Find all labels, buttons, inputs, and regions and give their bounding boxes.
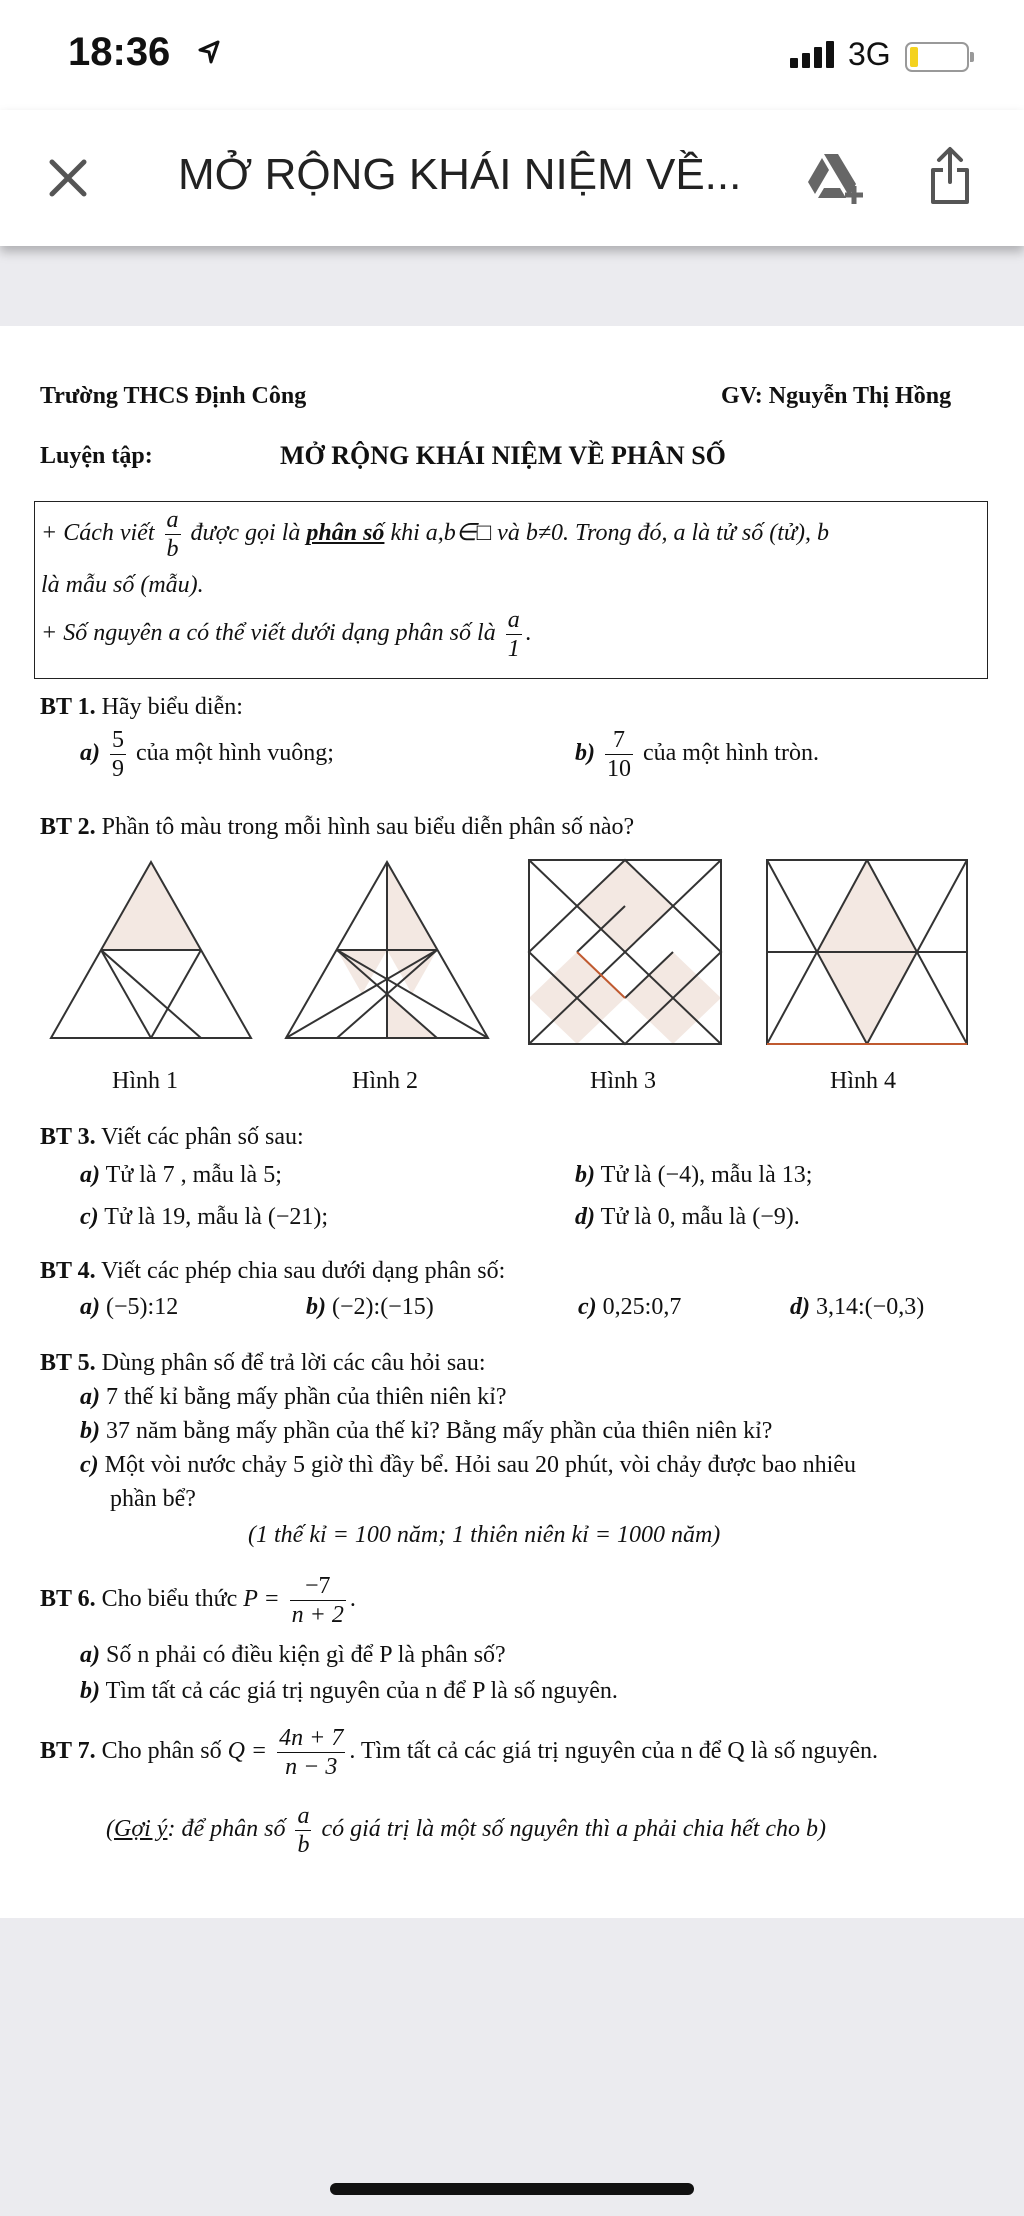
bt4-a: a) (−5):12: [80, 1294, 179, 1320]
document-title: MỞ RỘNG KHÁI NIỆM VỀ...: [178, 150, 742, 199]
theory-box: [34, 501, 988, 679]
theory-line-3: + Số nguyên a có thể viết dưới dạng phân số là $\frac{a}{1}$ .: [41, 607, 532, 662]
theory-line-1: + Cách viết $\frac{a}{b}$ được gọi là phân số khi a,b∈□ và b≠0. Trong đó, a là tử số (tử), b: [41, 507, 829, 562]
document-page: [0, 326, 1024, 1918]
school-name: Trường THCS Định Công: [40, 383, 307, 409]
status-bar: [0, 0, 1024, 110]
bt4-title: BT 4. Viết các phép chia sau dưới dạng phân số:: [40, 1258, 506, 1284]
bt3-d: d) Tử là 0, mẫu là (−9).: [575, 1204, 800, 1230]
network-type: 3G: [848, 36, 891, 72]
figure-4: [764, 856, 970, 1048]
bt4-c: c) 0,25:0,7: [578, 1294, 682, 1320]
page-heading: MỞ RỘNG KHÁI NIỆM VỀ PHÂN SỐ: [280, 441, 726, 470]
figure-1-caption: Hình 1: [112, 1068, 178, 1094]
cellular-signal-icon: [790, 40, 840, 70]
bt4-d: d) 3,14:(−0,3): [790, 1294, 925, 1320]
location-arrow-icon: [198, 40, 220, 64]
teacher-name: GV: Nguyễn Thị Hồng: [721, 383, 952, 409]
share-icon[interactable]: [930, 146, 970, 206]
close-icon[interactable]: [44, 154, 92, 202]
figure-3-caption: Hình 3: [590, 1068, 656, 1094]
bt5-title: BT 5. Dùng phân số để trả lời các câu hỏi sau:: [40, 1350, 486, 1376]
save-to-drive-icon[interactable]: [806, 150, 866, 206]
bt1-title: BT 1. Hãy biểu diễn:: [40, 694, 243, 720]
bt1-a: a) $\frac{5}{9}$ của một hình vuông;: [80, 727, 334, 782]
figure-1: [48, 856, 254, 1048]
theory-line-2: là mẫu số (mẫu).: [41, 572, 204, 598]
bt3-c: c) Tử là 19, mẫu là (−21);: [80, 1204, 329, 1230]
figure-2-caption: Hình 2: [352, 1068, 418, 1094]
bt2-title: BT 2. Phần tô màu trong mỗi hình sau biểu diễn phân số nào?: [40, 814, 635, 840]
figure-3: [526, 856, 724, 1048]
bt6-title: BT 6. Cho biểu thức P = $\frac{-7}{n + 2}$ .: [40, 1573, 356, 1628]
bt4-b: b) (−2):(−15): [306, 1294, 434, 1320]
bt5-c: c) Một vòi nước chảy 5 giờ thì đầy bể. Hỏi sau 20 phút, vòi chảy được bao nhiêu: [80, 1452, 856, 1478]
bt3-title: BT 3. Viết các phân số sau:: [40, 1124, 304, 1150]
bt3-a: a) Tử là 7 , mẫu là 5;: [80, 1162, 282, 1188]
bt5-note: (1 thế kỉ = 100 năm; 1 thiên niên kỉ = 1000 năm): [248, 1522, 721, 1548]
practice-label: Luyện tập:: [40, 443, 153, 469]
bt5-a: a) 7 thế kỉ bằng mấy phần của thiên niên kỉ?: [80, 1384, 507, 1410]
home-indicator[interactable]: [330, 2183, 694, 2195]
figure-2: [282, 856, 492, 1048]
battery-icon: [905, 42, 969, 72]
bt5-b: b) 37 năm bằng mấy phần của thế kỉ? Bằng mấy phần của thiên niên kỉ?: [80, 1418, 773, 1444]
phan-so-term: phân số: [306, 520, 385, 547]
bt3-b: b) Tử là (−4), mẫu là 13;: [575, 1162, 813, 1188]
figure-4-caption: Hình 4: [830, 1068, 896, 1094]
bt6-a: a) Số n phải có điều kiện gì để P là phân số?: [80, 1642, 506, 1668]
bt6-b: b) Tìm tất cả các giá trị nguyên của n để P là số nguyên.: [80, 1678, 618, 1704]
document-toolbar: [0, 110, 1024, 246]
bt7-title: BT 7. Cho phân số Q = $\frac{4n + 7}{n - 3}$ . Tìm tất cả các giá trị nguyên của n để Q là số nguyên.: [40, 1725, 879, 1780]
clock: 18:36: [68, 30, 171, 74]
bt1-b: b) $\frac{7}{10}$ của một hình tròn.: [575, 727, 819, 782]
bt7-hint: (Gợi ý: để phân số $\frac{a}{b}$ có giá trị là một số nguyên thì a phải chia hết cho b): [106, 1803, 827, 1858]
bt5-c-cont: phần bể?: [110, 1486, 196, 1512]
